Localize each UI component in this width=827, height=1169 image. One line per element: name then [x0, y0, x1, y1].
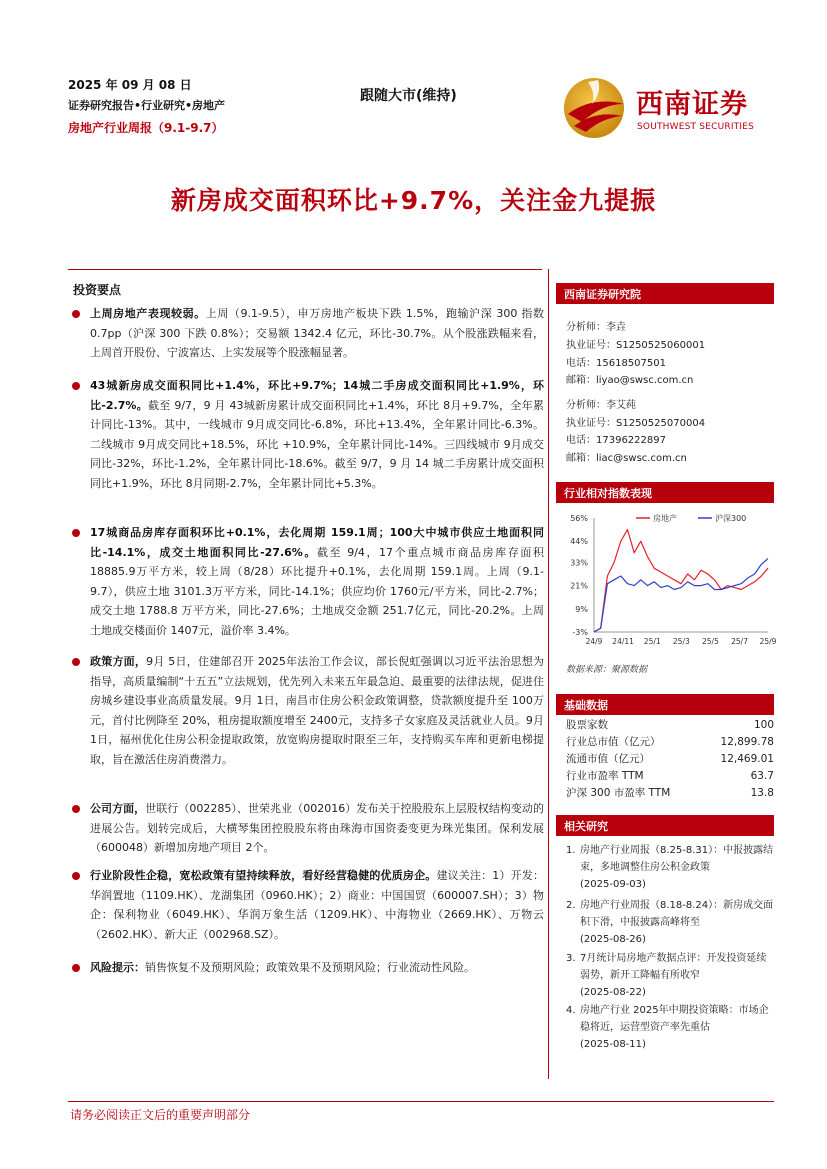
footer-note: 请务必阅读正文后的重要声明部分	[70, 1108, 251, 1122]
related-report[interactable]	[566, 1002, 774, 1053]
bullet-item	[72, 652, 544, 769]
bullet-item	[72, 304, 544, 363]
bullet-text: 建议关注：1）开发：华润置地（1109.HK）、龙湖集团（0960.HK）；2）商业：中国国贸（600007.SH）；3）物企：保利物业（6049.HK）、华润万象生活（1209.HK）、中海物业（2669.HK）、万物云（2602.HK）、新大正（002968.SZ）。	[90, 869, 545, 941]
series-line	[594, 530, 768, 632]
row-value: 100	[753, 718, 774, 731]
company-logo	[562, 70, 782, 150]
legend-label: 沪深300	[715, 514, 747, 523]
x-tick-label: 24/9	[585, 637, 603, 646]
related-report[interactable]	[566, 842, 774, 893]
y-tick-label: 9%	[575, 604, 588, 614]
related-date: (2025-08-11)	[580, 1039, 646, 1050]
row-value: 12,899.78	[720, 735, 774, 748]
bullet-bold: 17城商品房库存面积环比+0.1%，去化周期 159.1周；100大中城市供应土地面积同比-14.1%，成交土地面积同比-27.6%。	[90, 526, 544, 559]
related-num: 4.	[566, 1005, 576, 1016]
related-title: 房地产行业 2025年中期投资策略：市场企稳将近，运营型资产率先重估	[580, 1005, 769, 1033]
chart-heading: 行业相对指数表现	[556, 482, 774, 503]
basic-data-heading: 基础数据	[556, 694, 774, 715]
footer-divider	[68, 1101, 774, 1102]
analyst-license: 执业证号：S1250525060001	[566, 340, 706, 351]
report-title: 新房成交面积环比+9.7%，关注金九提振	[170, 186, 657, 215]
rating: 跟随大市(维持)	[360, 88, 457, 104]
series-line	[594, 559, 768, 632]
bullet-dot-icon	[72, 382, 80, 390]
row-value: 63.7	[750, 769, 774, 782]
row-value: 12,469.01	[720, 752, 774, 765]
invest-heading: 投资要点	[73, 283, 122, 297]
table-row	[566, 784, 774, 801]
related-date: (2025-09-03)	[580, 879, 646, 890]
table-row	[566, 733, 774, 750]
analyst-license: 执业证号：S1250525070004	[566, 418, 706, 429]
row-label: 流通市值（亿元）	[566, 753, 650, 765]
chart-source: 数据来源：聚源数据	[566, 665, 648, 675]
table-row	[566, 716, 774, 733]
logo-text-cn: 西南证券	[636, 89, 748, 120]
institute-heading: 西南证券研究院	[556, 283, 774, 304]
analyst-name: 分析师：李艾莼	[566, 400, 636, 411]
y-tick-label: 56%	[570, 514, 588, 523]
bullet-item	[72, 799, 544, 858]
bullet-bold: 行业阶段性企稳，宽松政策有望持续释放，看好经营稳健的优质房企。	[90, 869, 437, 882]
x-tick-label: 25/5	[702, 637, 719, 646]
bullet-bold: 上周房地产表现较弱。	[90, 307, 206, 320]
analyst-name: 分析师：李垚	[566, 322, 626, 333]
bullet-item	[72, 958, 544, 978]
related-date: (2025-08-26)	[580, 934, 646, 945]
x-tick-label: 25/7	[731, 637, 748, 646]
logo-emblem-icon	[562, 74, 632, 144]
bullet-item	[72, 866, 544, 944]
bullet-dot-icon	[72, 964, 80, 972]
bullet-text: 世联行（002285）、世荣兆业（002016）发布关于控股股东上层股权结构变动的进展公告。划转完成后，大横琴集团控股股东将由珠海市国资委变更为珠光集团。保利发展（600048）新增加房地产项目 2个。	[90, 802, 544, 854]
row-label: 沪深 300 市盈率 TTM	[566, 787, 671, 799]
related-num: 3.	[566, 953, 576, 964]
table-row	[566, 767, 774, 784]
related-report[interactable]	[566, 897, 774, 948]
bullet-dot-icon	[72, 805, 80, 813]
bullet-text: 销售恢复不及预期风险；政策效果不及预期风险；行业流动性风险。	[145, 961, 475, 974]
bullet-item	[72, 523, 544, 640]
related-title: 7月统计局房地产数据点评：开发投资延续弱势，新开工降幅有所收窄	[580, 953, 767, 981]
table-row	[566, 750, 774, 767]
logo-text-en: SOUTHWEST SECURITIES	[637, 122, 755, 132]
related-date: (2025-08-22)	[580, 987, 646, 998]
bullet-bold: 政策方面，	[90, 655, 147, 668]
x-tick-label: 25/9	[759, 637, 777, 646]
bullet-bold: 43城新房成交面积同比+1.4%，环比+9.7%；14城二手房成交面积同比+1.9%，环比-2.7%。	[90, 379, 544, 412]
weekly-label: 房地产行业周报（9.1-9.7）	[68, 121, 224, 135]
bullet-dot-icon	[72, 310, 80, 318]
row-label: 股票家数	[566, 719, 608, 731]
y-tick-label: 44%	[570, 537, 588, 547]
related-title: 房地产行业周报（8.25-8.31）：中报披露结束，多地调整住房公积金政策	[580, 845, 774, 873]
column-divider	[548, 269, 549, 1079]
basic-data-table	[566, 716, 774, 801]
y-tick-label: 21%	[570, 581, 588, 591]
analyst-phone: 电话：17396222897	[566, 435, 666, 446]
row-label: 行业总市值（亿元）	[566, 736, 661, 748]
analyst-email[interactable]: 邮箱：liac@swsc.com.cn	[566, 453, 687, 464]
bullet-dot-icon	[72, 658, 80, 666]
related-num: 2.	[566, 900, 576, 911]
bullet-bold: 公司方面，	[90, 802, 146, 815]
analyst-email[interactable]: 邮箱：liyao@swsc.com.cn	[566, 375, 694, 386]
related-num: 1.	[566, 845, 576, 856]
bullet-text: 上周（9.1-9.5），申万房地产板块下跌 1.5%，跑输沪深 300 指数 0.7pp（沪深 300 下跌 0.8%）；交易额 1342.4 亿元，环比-30.7%。从个股涨跌幅来看，上周首开股份、宁波富达、上实发展等个股涨幅显著。	[90, 307, 545, 359]
legend-label: 房地产	[653, 514, 677, 523]
bullet-text: 9月 5日，住建部召开 2025年法治工作会议，部长倪虹强调以习近平法治思想为指导，高质量编制“十五五”立法规划，优先列入未来五年最急迫、最重要的法律法规，促进住房城乡建设事业高质量发展。9月 1日，南昌市住房公积金政策调整，贷款额度提升至 100万元，首付比例降至 20%，租房提取额度增至 2400元，支持多子女家庭及灵活就业人员。9月 1日，福州优化住房公积金提取政策，放宽购房提取时限至三年，支持购买车库和更新电梯提取，旨在激活住房消费潜力。	[90, 655, 545, 766]
row-label: 行业市盈率 TTM	[566, 770, 644, 782]
bullet-item	[72, 376, 544, 493]
report-type: 证券研究报告•行业研究•房地产	[68, 99, 226, 112]
relative-index-chart	[560, 508, 777, 658]
report-date: 2025 年 09 月 08 日	[68, 78, 192, 92]
bullet-bold: 风险提示：	[90, 961, 145, 974]
bullet-text: 截至 9/7，9 月 43城新房累计成交面积同比+1.4%，环比 8月+9.7%，全年累计同比-13%。其中，一线城市 9月成交同比-6.8%，环比+13.4%，全年累计同比-6.3%。二线城市 9月成交同比+18.5%，环比 +10.9%，全年累计同比-14%。三四线城市 9月成交同比-32%，环比-1.2%，全年累计同比-18.6%。截至 9/7，9 月 14 城二手房累计成交面积同比+1.9%，环比 8月同期-2.7%，全年累计同比+5.3%。	[90, 398, 544, 490]
related-heading: 相关研究	[556, 815, 774, 836]
x-tick-label: 25/3	[672, 637, 690, 646]
y-tick-label: -3%	[572, 628, 588, 637]
y-tick-label: 33%	[570, 558, 588, 568]
analyst-phone: 电话：15618507501	[566, 358, 666, 369]
bullet-dot-icon	[72, 872, 80, 880]
related-title: 房地产行业周报（8.18-8.24）：新房成交面积下滑，中报披露高峰将至	[580, 900, 774, 928]
bullet-text: 截至 9/4，17个重点城市商品房库存面积 18885.9万平方米，较上周（8/28）环比提升+0.1%，去化周期 159.1周。上周（9.1-9.7），供应土地 3101.3万平方米，同比-14.1%；供应均价 1760元/平方米，同比-2.7%；成交土地 1788.8 万平方米，同比-27.6%；土地成交金额 251.7亿元，同比-20.2%。上周土地成交楼面价 1407元，溢价率 3.4%。	[90, 545, 544, 637]
divider	[68, 269, 542, 270]
x-tick-label: 24/11	[612, 637, 634, 646]
related-report[interactable]	[566, 950, 774, 1001]
x-tick-label: 25/1	[643, 637, 661, 646]
row-value: 13.8	[750, 786, 774, 799]
bullet-dot-icon	[72, 529, 80, 537]
